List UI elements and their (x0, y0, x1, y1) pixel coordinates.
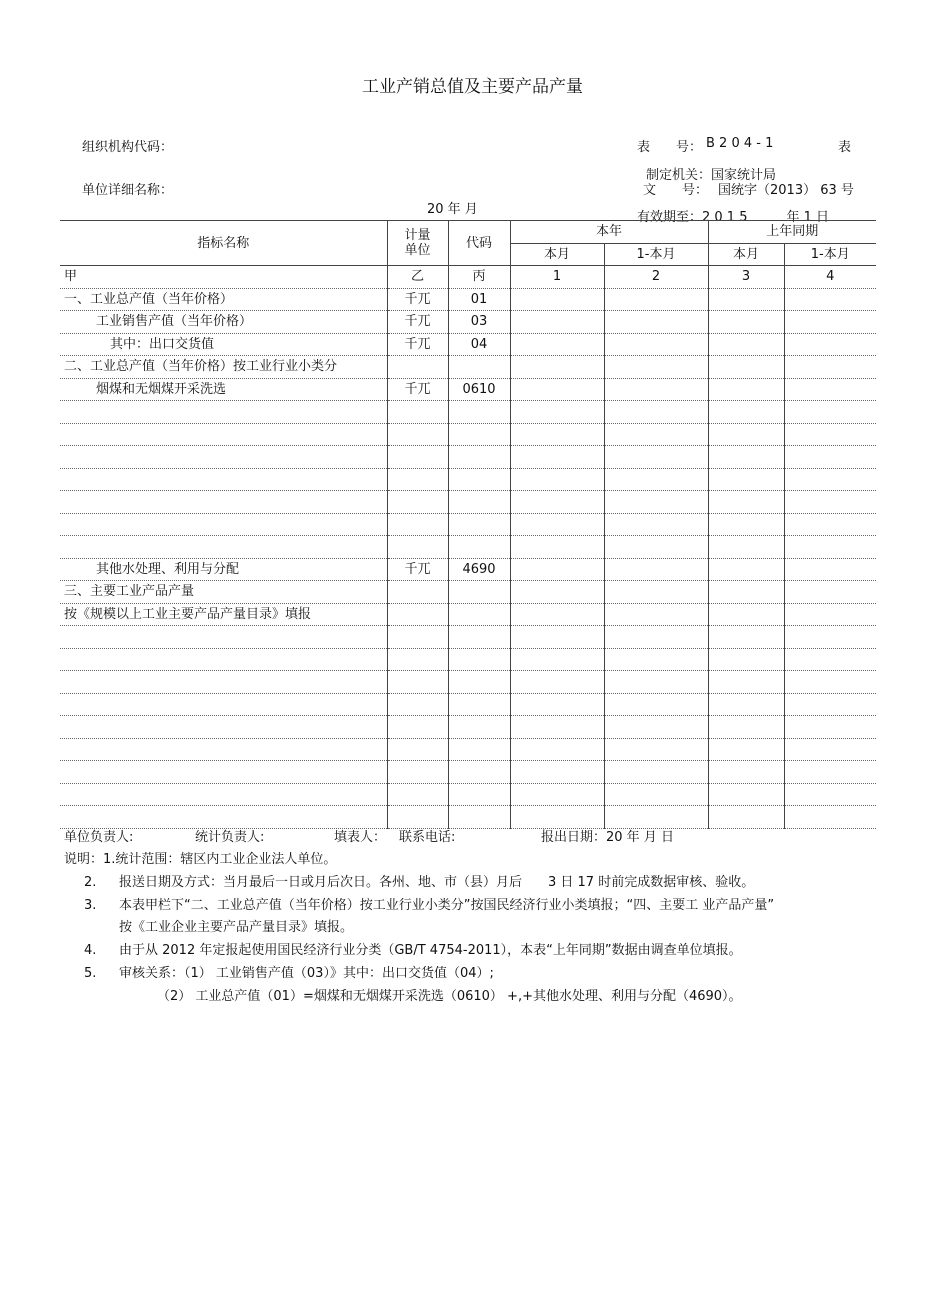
cell-this-ytd[interactable] (604, 333, 708, 356)
table-row (60, 738, 876, 761)
table-row (60, 536, 876, 559)
cell-this-month[interactable] (510, 806, 604, 829)
table-row (60, 671, 876, 694)
note-4-text: 由于从 2012 年定报起使用国民经济行业分类（GB/T 4754-2011），本表“上年同期”数据由调查单位填报。 (119, 943, 742, 958)
form-no-suffix: 表 (838, 140, 852, 155)
cell-this-ytd[interactable] (604, 783, 708, 806)
cell-last-month[interactable] (708, 378, 784, 401)
note-3-text-a: 本表甲栏下“二、工业总产值（当年价格）按工业行业小类分”按国民经济行业小类填报；“四、主要工 业产品产量” (119, 898, 775, 913)
row-name (60, 693, 387, 716)
validity-text: 有效期至：2 0 1 5 年 1 日 (637, 210, 830, 225)
row-name: 其中：出口交货值 (60, 333, 387, 356)
row-unit (387, 513, 448, 536)
row-unit (387, 356, 448, 379)
table-row (60, 333, 876, 356)
cell-this-ytd[interactable] (604, 626, 708, 649)
cell-this-ytd[interactable] (604, 761, 708, 784)
cell-this-month[interactable] (510, 603, 604, 626)
cell-this-month[interactable] (510, 513, 604, 536)
row-code: 04 (448, 333, 510, 356)
row-unit (387, 446, 448, 469)
cell-last-month[interactable] (708, 536, 784, 559)
row-code (448, 603, 510, 626)
cell-this-ytd[interactable] (604, 738, 708, 761)
cell-last-month[interactable] (708, 806, 784, 829)
row-name: 工业销售产值（当年价格） (60, 311, 387, 334)
row-code (448, 446, 510, 469)
note-intro: 说明：1.统计范围：辖区内工业企业法人单位。 (64, 852, 337, 867)
cell-this-month[interactable] (510, 626, 604, 649)
cell-last-ytd[interactable] (784, 333, 876, 356)
cell-this-ytd[interactable] (604, 288, 708, 311)
note-5-text-a: 审核关系：（1） 工业销售产值（03）》其中：出口交货值（04）; (119, 966, 494, 981)
row-name: 烟煤和无烟煤开采洗选 (60, 378, 387, 401)
index-4: 4 (784, 266, 876, 289)
row-code (448, 716, 510, 739)
row-unit (387, 783, 448, 806)
row-code (448, 491, 510, 514)
note-5-number: 5. (84, 966, 97, 981)
col-header-unit (387, 221, 448, 266)
cell-this-ytd[interactable] (604, 536, 708, 559)
table-row (60, 513, 876, 536)
cell-last-month[interactable] (708, 401, 784, 424)
row-unit (387, 648, 448, 671)
row-unit (387, 716, 448, 739)
note-5-text-b: （2） 工业总产值（01）=烟煤和无烟煤开采洗选（0610） +,+其他水处理、利用与分配（4690）。 (157, 989, 742, 1004)
cell-last-month[interactable] (708, 468, 784, 491)
cell-last-ytd[interactable] (784, 558, 876, 581)
cell-this-ytd[interactable] (604, 356, 708, 379)
cell-this-month[interactable] (510, 468, 604, 491)
row-code (448, 783, 510, 806)
cell-this-month[interactable] (510, 761, 604, 784)
row-code (448, 626, 510, 649)
cell-this-month[interactable] (510, 401, 604, 424)
cell-this-month[interactable] (510, 716, 604, 739)
table-row (60, 491, 876, 514)
row-unit: 千兀 (387, 311, 448, 334)
cell-this-month[interactable] (510, 648, 604, 671)
cell-this-month[interactable] (510, 671, 604, 694)
cell-this-ytd[interactable] (604, 446, 708, 469)
row-unit (387, 603, 448, 626)
row-code (448, 738, 510, 761)
row-code (448, 423, 510, 446)
cell-last-month[interactable] (708, 716, 784, 739)
cell-this-ytd[interactable] (604, 716, 708, 739)
cell-last-month[interactable] (708, 693, 784, 716)
index-2: 2 (604, 266, 708, 289)
row-code (448, 761, 510, 784)
cell-this-ytd[interactable] (604, 806, 708, 829)
cell-last-month[interactable] (708, 356, 784, 379)
row-name: 一、工业总产值（当年价格） (60, 288, 387, 311)
page-title: 工业产销总值及主要产品产量 (362, 77, 583, 97)
cell-last-month[interactable] (708, 671, 784, 694)
cell-last-ytd[interactable] (784, 513, 876, 536)
row-unit (387, 468, 448, 491)
row-unit: 千兀 (387, 333, 448, 356)
cell-last-ytd[interactable] (784, 356, 876, 379)
row-code: 03 (448, 311, 510, 334)
cell-this-month[interactable] (510, 738, 604, 761)
cell-last-month[interactable] (708, 558, 784, 581)
row-name (60, 671, 387, 694)
row-name (60, 491, 387, 514)
row-name (60, 783, 387, 806)
form-no-value: B 2 0 4 - 1 (706, 136, 774, 151)
row-code (448, 468, 510, 491)
row-unit (387, 536, 448, 559)
row-name: 其他水处理、利用与分配 (60, 558, 387, 581)
table-row (60, 783, 876, 806)
row-unit: 千兀 (387, 378, 448, 401)
table-row (60, 311, 876, 334)
table-row (60, 603, 876, 626)
table-row (60, 761, 876, 784)
table-row (60, 378, 876, 401)
table-row (60, 423, 876, 446)
cell-last-ytd[interactable] (784, 311, 876, 334)
col-header-ytd: 1-本月 (604, 243, 708, 266)
cell-last-ytd[interactable] (784, 783, 876, 806)
unit-head-label: 单位负责人: (64, 830, 134, 845)
note-3-text-b: 按《工业企业主要产品产量目录》填报。 (119, 920, 354, 935)
index-1: 1 (510, 266, 604, 289)
cell-this-ytd[interactable] (604, 603, 708, 626)
row-unit (387, 693, 448, 716)
row-unit: 千兀 (387, 558, 448, 581)
row-name (60, 468, 387, 491)
cell-last-ytd[interactable] (784, 716, 876, 739)
cell-last-month[interactable] (708, 626, 784, 649)
cell-this-month[interactable] (510, 581, 604, 604)
cell-last-month[interactable] (708, 288, 784, 311)
cell-this-ytd[interactable] (604, 423, 708, 446)
row-code (448, 648, 510, 671)
cell-this-ytd[interactable] (604, 671, 708, 694)
cell-last-month[interactable] (708, 333, 784, 356)
cell-this-month[interactable] (510, 491, 604, 514)
row-name: 三、主要工业产品产量 (60, 581, 387, 604)
row-unit (387, 491, 448, 514)
cell-this-month[interactable] (510, 446, 604, 469)
row-code: 01 (448, 288, 510, 311)
row-name (60, 536, 387, 559)
cell-last-ytd[interactable] (784, 761, 876, 784)
cell-last-month[interactable] (708, 761, 784, 784)
col-header-month-last: 本月 (708, 243, 784, 266)
col-header-unit-top: 计量 (404, 228, 431, 243)
cell-this-month[interactable] (510, 693, 604, 716)
row-unit (387, 581, 448, 604)
cell-this-month[interactable] (510, 783, 604, 806)
row-name: 二、工业总产值（当年价格）按工业行业小类分 (60, 356, 387, 379)
col-header-this-year: 本年 (510, 221, 708, 244)
cell-last-ytd[interactable] (784, 401, 876, 424)
row-unit (387, 626, 448, 649)
cell-last-month[interactable] (708, 738, 784, 761)
cell-this-ytd[interactable] (604, 468, 708, 491)
cell-last-ytd[interactable] (784, 491, 876, 514)
authority-text: 制定机关：国家统计局 (646, 168, 777, 183)
row-name (60, 806, 387, 829)
cell-last-ytd[interactable] (784, 693, 876, 716)
table-row (60, 288, 876, 311)
cell-last-ytd[interactable] (784, 671, 876, 694)
table-row (60, 806, 876, 829)
cell-last-month[interactable] (708, 648, 784, 671)
cell-this-ytd[interactable] (604, 558, 708, 581)
row-name (60, 401, 387, 424)
row-name (60, 648, 387, 671)
table-row (60, 693, 876, 716)
index-yi: 乙 (387, 266, 448, 289)
cell-last-ytd[interactable] (784, 806, 876, 829)
index-jia: 甲 (60, 266, 387, 289)
note-2-number: 2. (84, 875, 97, 890)
row-code (448, 671, 510, 694)
cell-last-ytd[interactable] (784, 288, 876, 311)
col-header-month: 本月 (510, 243, 604, 266)
row-name (60, 716, 387, 739)
cell-this-month[interactable] (510, 333, 604, 356)
row-code (448, 513, 510, 536)
cell-this-ytd[interactable] (604, 513, 708, 536)
cell-last-month[interactable] (708, 581, 784, 604)
cell-last-ytd[interactable] (784, 648, 876, 671)
index-bing: 丙 (448, 266, 510, 289)
cell-last-month[interactable] (708, 603, 784, 626)
row-name: 按《规模以上工业主要产品产量目录》填报 (60, 603, 387, 626)
note-2-text: 报送日期及方式：当月最后一日或月后次日。各州、地、市（县）月后 3 日 17 时前完成数据审核、验收。 (119, 875, 755, 890)
table-row (60, 648, 876, 671)
table-row (60, 401, 876, 424)
cell-this-ytd[interactable] (604, 311, 708, 334)
row-code: 4690 (448, 558, 510, 581)
row-code (448, 536, 510, 559)
row-name (60, 423, 387, 446)
filler-label: 填表人： (334, 830, 387, 845)
col-header-name: 指标名称 (60, 221, 387, 266)
cell-this-month[interactable] (510, 311, 604, 334)
index-3: 3 (708, 266, 784, 289)
row-code (448, 693, 510, 716)
col-header-ytd-last: 1-本月 (784, 243, 876, 266)
stat-head-label: 统计负责人: (195, 830, 265, 845)
cell-this-ytd[interactable] (604, 378, 708, 401)
cell-last-month[interactable] (708, 513, 784, 536)
cell-this-month[interactable] (510, 558, 604, 581)
row-unit (387, 761, 448, 784)
table-row (60, 626, 876, 649)
cell-this-month[interactable] (510, 536, 604, 559)
cell-last-ytd[interactable] (784, 581, 876, 604)
cell-this-month[interactable] (510, 356, 604, 379)
phone-label: 联系电话: (399, 830, 456, 845)
cell-this-month[interactable] (510, 288, 604, 311)
table-row (60, 716, 876, 739)
row-code (448, 581, 510, 604)
row-name (60, 738, 387, 761)
form-no-label: 表 号： (637, 140, 703, 155)
cell-this-ytd[interactable] (604, 401, 708, 424)
row-unit (387, 401, 448, 424)
cell-this-ytd[interactable] (604, 648, 708, 671)
cell-last-month[interactable] (708, 446, 784, 469)
cell-this-ytd[interactable] (604, 581, 708, 604)
cell-this-ytd[interactable] (604, 693, 708, 716)
unit-name-label: 单位详细名称： (82, 183, 174, 198)
row-unit: 千兀 (387, 288, 448, 311)
row-code (448, 401, 510, 424)
cell-this-month[interactable] (510, 378, 604, 401)
cell-last-month[interactable] (708, 491, 784, 514)
row-code (448, 356, 510, 379)
org-code-label: 组织机构代码： (82, 140, 174, 155)
cell-last-ytd[interactable] (784, 536, 876, 559)
cell-last-month[interactable] (708, 423, 784, 446)
cell-last-ytd[interactable] (784, 626, 876, 649)
row-code: 0610 (448, 378, 510, 401)
cell-last-ytd[interactable] (784, 468, 876, 491)
report-period: 20 年 月 (427, 202, 478, 217)
table-row (60, 356, 876, 379)
row-unit (387, 738, 448, 761)
cell-this-month[interactable] (510, 423, 604, 446)
report-date-label: 报出日期：20 年 月 日 (541, 830, 674, 845)
cell-last-ytd[interactable] (784, 378, 876, 401)
row-unit (387, 806, 448, 829)
table-row (60, 581, 876, 604)
note-4-number: 4. (84, 943, 97, 958)
cell-last-month[interactable] (708, 783, 784, 806)
col-header-unit-bottom: 单位 (404, 243, 431, 258)
row-name (60, 513, 387, 536)
col-header-code: 代码 (448, 221, 510, 266)
table-row (60, 558, 876, 581)
note-3-number: 3. (84, 898, 97, 913)
cell-last-ytd[interactable] (784, 423, 876, 446)
report-table (60, 220, 876, 829)
cell-last-ytd[interactable] (784, 446, 876, 469)
cell-last-ytd[interactable] (784, 603, 876, 626)
cell-this-ytd[interactable] (604, 491, 708, 514)
row-code (448, 806, 510, 829)
cell-last-month[interactable] (708, 311, 784, 334)
row-name (60, 626, 387, 649)
doc-no-label: 文 号： (643, 183, 709, 198)
table-row (60, 468, 876, 491)
row-unit (387, 671, 448, 694)
row-unit (387, 423, 448, 446)
doc-no-value: 国统字（2013） 63 号 (718, 183, 854, 198)
row-name (60, 446, 387, 469)
col-header-last-year: 上年同期 (708, 221, 876, 244)
cell-last-ytd[interactable] (784, 738, 876, 761)
row-name (60, 761, 387, 784)
table-row (60, 446, 876, 469)
